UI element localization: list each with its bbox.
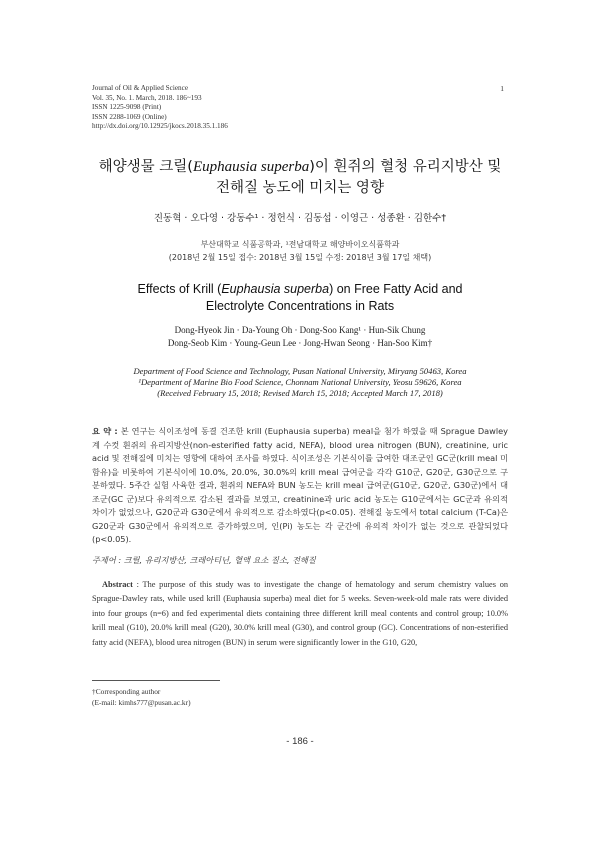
- affiliation-korean: 부산대학교 식품공학과, ¹전남대학교 해양바이오식품학과 (2018년 2월 15일 접수: 2018년 3월 15일 수정: 2018년 3월 17일 채택): [0, 239, 600, 264]
- issn-print: ISSN 1225-9098 (Print): [92, 103, 162, 112]
- page-marker: 1: [500, 84, 504, 93]
- journal-volume: Vol. 35, No. 1. March, 2018. 186~193: [92, 93, 202, 102]
- affiliation-english: Department of Food Science and Technology, Pusan National University, Miryang 50463, Korea ¹Department of Marine Bio Food Science, Chonnam National University, Yeosu 59626, Korea (Received February 15, 2018; Revised March 15, 2018; Accepted March 17, 2018): [0, 366, 600, 399]
- keywords-korean: 주제어 : 크릴, 유리지방산, 크레아티닌, 혈액 요소 질소, 전해질: [92, 555, 316, 565]
- author-email: (E-mail: kimhs777@pusan.ac.kr): [92, 697, 191, 707]
- doi-link[interactable]: http://dx.doi.org/10.12925/jkocs.2018.35.1.186: [92, 122, 228, 131]
- issn-online: ISSN 2288-1069 (Online): [92, 112, 167, 121]
- abstract-korean-text: 본 연구는 식이조성에 동결 건조한 krill (Euphausia superba) meal을 첨가 하였을 때 Sprague Dawley계 수컷 흰쥐의 유리지방산(non-esterified fatty acid, NEFA), blood urea nitrogen (BUN), creatinine, uric acid 및 전해질에 미치는 영향에 대하여 조사를 하였다. 식이조성은 기본식이를 급여한 대조군인 GC군(krill meal 미함유)을 비롯하여 기본식이에 10.0%, 20.0%, 30.0%의 krill meal 급여군을 각각 G10군, G20군, G30군으로 구분하였다. 5주간 실험 사육한 결과, 흰쥐의 NEFA와 BUN 농도는 krill meal 급여군(G10군, G20군, G30군)에서 대조군(GC 군)보다 유의적으로 감소된 결과를 보였고, creatinine과 uric acid 농도는 G10군에서는 GC군과 유의적 차이가 없었으나, G20군과 G30군에서 유의적으로 감소하였다(p<0.05). 전해질 농도에서 total calcium (T-Ca)은 G20군과 G30군에서 유의적으로 증가하였으며, 인(Pi) 농도는 각 군간에 유의적 차이가 없는 것으로 관찰되었다(p<0.05).: [92, 426, 508, 544]
- footnote: [92, 687, 191, 708]
- abstract-english-label: Abstract: [102, 580, 133, 589]
- authors-english: Dong-Hyeok Jin · Da-Young Oh · Dong-Soo Kang¹ · Hun-Sik Chung Dong-Seob Kim · Young-Geun Lee · Jong-Hwan Seong · Han-Soo Kim†: [167, 325, 433, 348]
- dates-korean: (2018년 2월 15일 접수: 2018년 3월 15일 수정: 2018년 3월 17일 채택): [168, 252, 432, 262]
- species-name: Euphausia superba: [192, 159, 310, 175]
- title-english: Effects of Krill (Euphausia superba) on Free Fatty Acid and Electrolyte Concentrations in Rats: [137, 282, 463, 313]
- abstract-english-text: : The purpose of this study was to investigate the change of hematology and serum chemistry values on Sprague-Dawley rats, while used krill (Euphausia superba) meal diet for 5 weeks. Seven-week-old male rats were divided into four groups (n=6) and fed experimental diets containing three different krill meal contents and control group; 10.0% krill meal (G10), 20.0% krill meal (G20), 30.0% krill meal (G30), and control group (GC). Concentrations of non-esterified fatty acid (NEFA), blood urea nitrogen (BUN) in serum were significantly lower in the G10, G20,: [92, 580, 508, 647]
- page-number: - 186 -: [286, 736, 314, 747]
- corresponding-author: †Corresponding author: [92, 687, 161, 696]
- abstract-english: [92, 578, 508, 650]
- authors-korean: 진동혁 · 오다영 · 강동수¹ · 정헌식 · 김동섭 · 이영근 · 성종환 · 김한수†: [153, 213, 447, 224]
- dates-english: (Received February 15, 2018; Revised March 15, 2018; Accepted March 17, 2018): [157, 388, 443, 398]
- species-name-en: Euphausia superba: [221, 282, 330, 296]
- abstract-korean: [92, 425, 508, 547]
- abstract-korean-label: 요 약 :: [92, 426, 118, 436]
- title-korean: 해양생물 크릴(Euphausia superba)이 흰쥐의 혈청 유리지방산 및 전해질 농도에 미치는 영향: [98, 159, 502, 196]
- journal-name: Journal of Oil & Applied Science: [92, 84, 189, 92]
- footnote-rule: [92, 680, 220, 681]
- journal-header: [92, 84, 228, 132]
